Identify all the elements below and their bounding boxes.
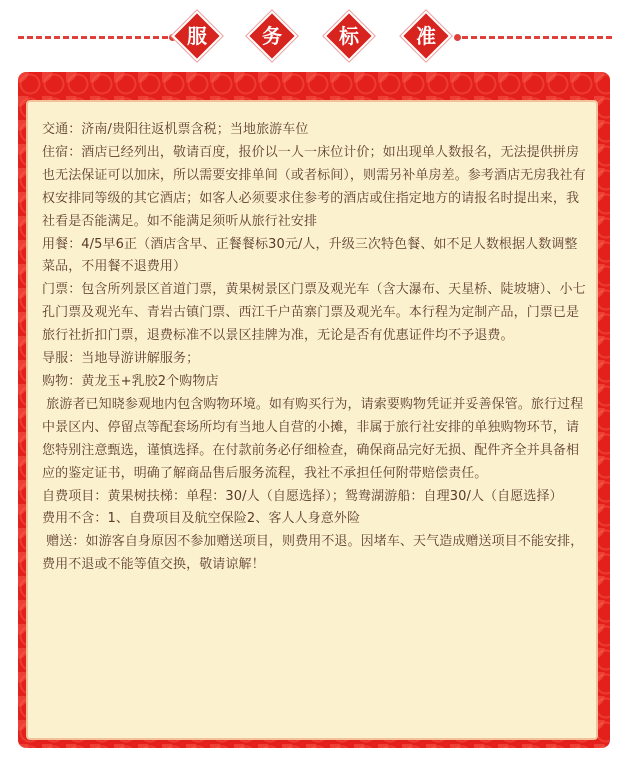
red-pattern-frame — [18, 72, 610, 748]
header-dashed-line-right — [462, 36, 612, 39]
header-dashed-line-left — [18, 36, 168, 39]
header-char-2: 务 — [262, 24, 282, 48]
paragraph-transport: 交通：济南/贵阳往返机票含税；当地旅游车位 — [42, 122, 309, 137]
paragraph-gifts: 赠送：如游客自身原因不参加赠送项目，则费用不退。因堵车、天气造成赠送项目不能安排，费用不退或不能等值交换，敬请谅解！ — [42, 534, 584, 573]
header-char-1: 服 — [187, 24, 207, 48]
paragraph-guide: 导服：当地导游讲解服务； — [42, 351, 200, 367]
header-char-3: 标 — [339, 24, 359, 48]
paragraph-exclusions: 费用不含：1、自费项目及航空保险2、客人人身意外险 — [42, 511, 361, 527]
paragraph-shopping: 购物：黄龙玉+乳胶2个购物店 — [42, 373, 219, 389]
section-header — [0, 0, 626, 76]
paragraph-meals: 用餐：4/5早6正（酒店含早、正餐餐标30元/人，升级三次特色餐、如不足人数根据人数调整菜品，不用餐不退费用） — [42, 236, 578, 275]
paragraph-tickets: 门票：包含所列景区首道门票，黄果树景区门票及观光车（含大瀑布、天星桥、陡坡塘）、小七孔门票及观光车、青岩古镇门票、西江千户苗寨门票及观光车。本行程为定制产品，门票已是旅行社折扣门票，退费标准不以景区挂牌为准，无论是否有优惠证件均不予退费。 — [42, 282, 586, 344]
service-standard-panel — [26, 100, 598, 740]
service-standard-text — [42, 119, 590, 577]
paragraph-shopping-notice: 旅游者已知晓参观地内包含购物环境。如有购买行为，请索要购物凭证并妥善保管。旅行过程中景区内、停留点等配套场所均有当地人自营的小摊，非属于旅行社安排的单独购物环节，请您特别注意甄选，谨慎选择。在付款前务必仔细检查，确保商品完好无损、配件齐全并具备相应的鉴定证书，明确了解商品售后服务流程，我社不承担任何附带赔偿责任。 — [42, 396, 584, 481]
header-char-4: 准 — [416, 24, 436, 48]
paragraph-accommodation: 住宿：酒店已经列出，敬请百度，报价以一人一床位计价；如出现单人数报名，无法提供拼房也无法保证可以加床，所以需要安排单间（或者标间），则需另补单房差。参考酒店无房我社有权安排同等级的其它酒店；如客人必须要求住参考的酒店或住指定地方的请报名时提出来，我社看是否能满足。如不能满足须听从旅行社安排 — [42, 144, 586, 229]
paragraph-optional-items: 自费项目：黄果树扶梯：单程：30/人（自愿选择）；鸳鸯湖游船：自理30/人（自愿选择） — [42, 488, 563, 504]
